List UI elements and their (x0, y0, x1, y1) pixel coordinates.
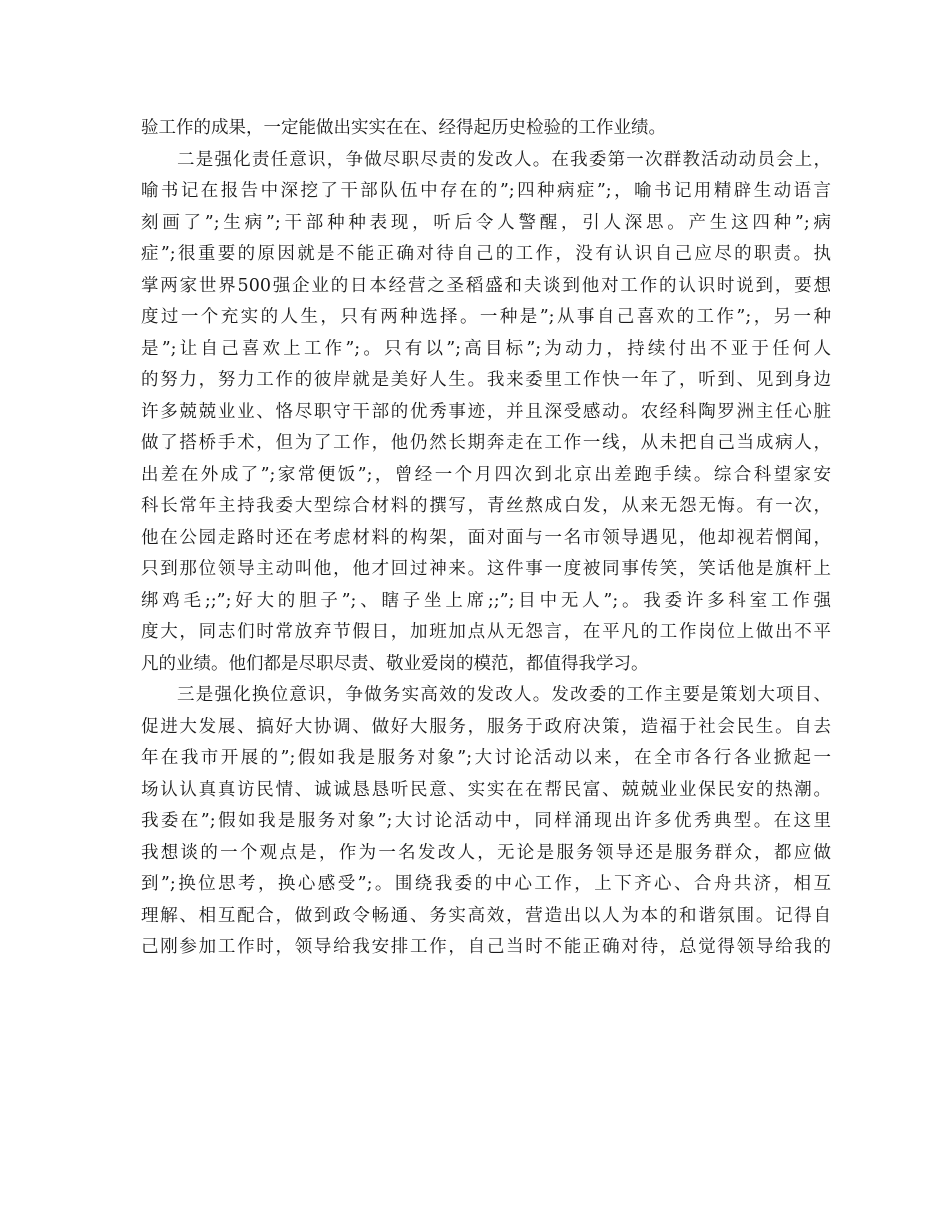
text-line: 做了搭桥手术，但为了工作，他仍然长期奔走在工作一线，从未把自己当成病人， (141, 433, 831, 453)
text-line: 己刚参加工作时，领导给我安排工作，自己当时不能正确对待，总觉得领导给我的 (141, 937, 831, 957)
text-line: 验工作的成果，一定能做出实实在在、经得起历史检验的工作业绩。 (141, 118, 666, 138)
text-line: 凡的业绩。他们都是尽职尽责、敬业爱岗的模范，都值得我学习。 (141, 653, 649, 674)
text-line: 只到那位领导主动叫他，他才回过神来。这件事一度被同事传笑，笑话他是旗杆上 (141, 559, 831, 579)
body-text (141, 113, 831, 964)
paragraph-first-line: 三是强化换位意识，争做务实高效的发改人。发改委的工作主要是策划大项目、 (177, 685, 831, 705)
text-line: 症”;很重要的原因就是不能正确对待自己的工作，没有认识自己应尽的职责。执 (141, 244, 831, 264)
text-line: 度大，同志们时常放弃节假日，加班加点从无怨言，在平凡的工作岗位上做出不平 (141, 622, 831, 642)
text-line: 理解、相互配合，做到政令畅通、务实高效，营造出以人为本的和谐氛围。记得自 (141, 905, 831, 926)
text-line: 科长常年主持我委大型综合材料的撰写，青丝熬成白发，从来无怨无悔。有一次， (141, 496, 831, 516)
text-line: 年在我市开展的”;假如我是服务对象”;大讨论活动以来，在全市各行各业掀起一 (141, 748, 831, 768)
text-line: 是”;让自己喜欢上工作”;。只有以”;高目标”;为动力，持续付出不亚于任何人 (141, 338, 831, 359)
text-line: 场认认真真访民情、诚诚恳恳听民意、实实在在帮民富、兢兢业业保民安的热潮。 (141, 779, 831, 800)
text-line: 掌两家世界500强企业的日本经营之圣稻盛和夫谈到他对工作的认识时说到，要想 (141, 275, 831, 296)
text-line: 出差在外成了”;家常便饭”;，曾经一个月四次到北京出差跑手续。综合科望家安 (141, 464, 831, 485)
text-line: 我想谈的一个观点是，作为一名发改人，无论是服务领导还是服务群众，都应做 (141, 842, 831, 863)
text-line: 刻画了”;生病”;干部种种表现，听后令人警醒，引人深思。产生这四种”;病 (141, 212, 831, 233)
text-line: 促进大发展、搞好大协调、做好大服务，服务于政府决策，造福于社会民生。自去 (141, 716, 831, 737)
text-line: 许多兢兢业业、恪尽职守干部的优秀事迹，并且深受感动。农经科陶罗洲主任心脏 (141, 401, 831, 422)
text-line: 喻书记在报告中深挖了干部队伍中存在的”;四种病症”;，喻书记用精辟生动语言 (141, 181, 831, 201)
text-line: 绑鸡毛;;”;好大的胆子”;、瞎子坐上席;;”;目中无人”;。我委许多科室工作强 (141, 590, 831, 611)
paragraph-first-line: 二是强化责任意识，争做尽职尽责的发改人。在我委第一次群教活动动员会上， (177, 149, 831, 170)
text-line: 他在公园走路时还在考虑材料的构架，面对面与一名市领导遇见，他却视若惘闻， (141, 527, 831, 548)
text-line: 的努力，努力工作的彼岸就是美好人生。我来委里工作快一年了，听到、见到身边 (141, 370, 831, 390)
text-line: 我委在”;假如我是服务对象”;大讨论活动中，同样涌现出许多优秀典型。在这里 (141, 811, 831, 831)
text-line: 度过一个充实的人生，只有两种选择。一种是”;从事自己喜欢的工作”;，另一种 (141, 307, 831, 327)
text-line: 到”;换位思考，换心感受”;。围绕我委的中心工作，上下齐心、合舟共济，相互 (141, 874, 831, 894)
